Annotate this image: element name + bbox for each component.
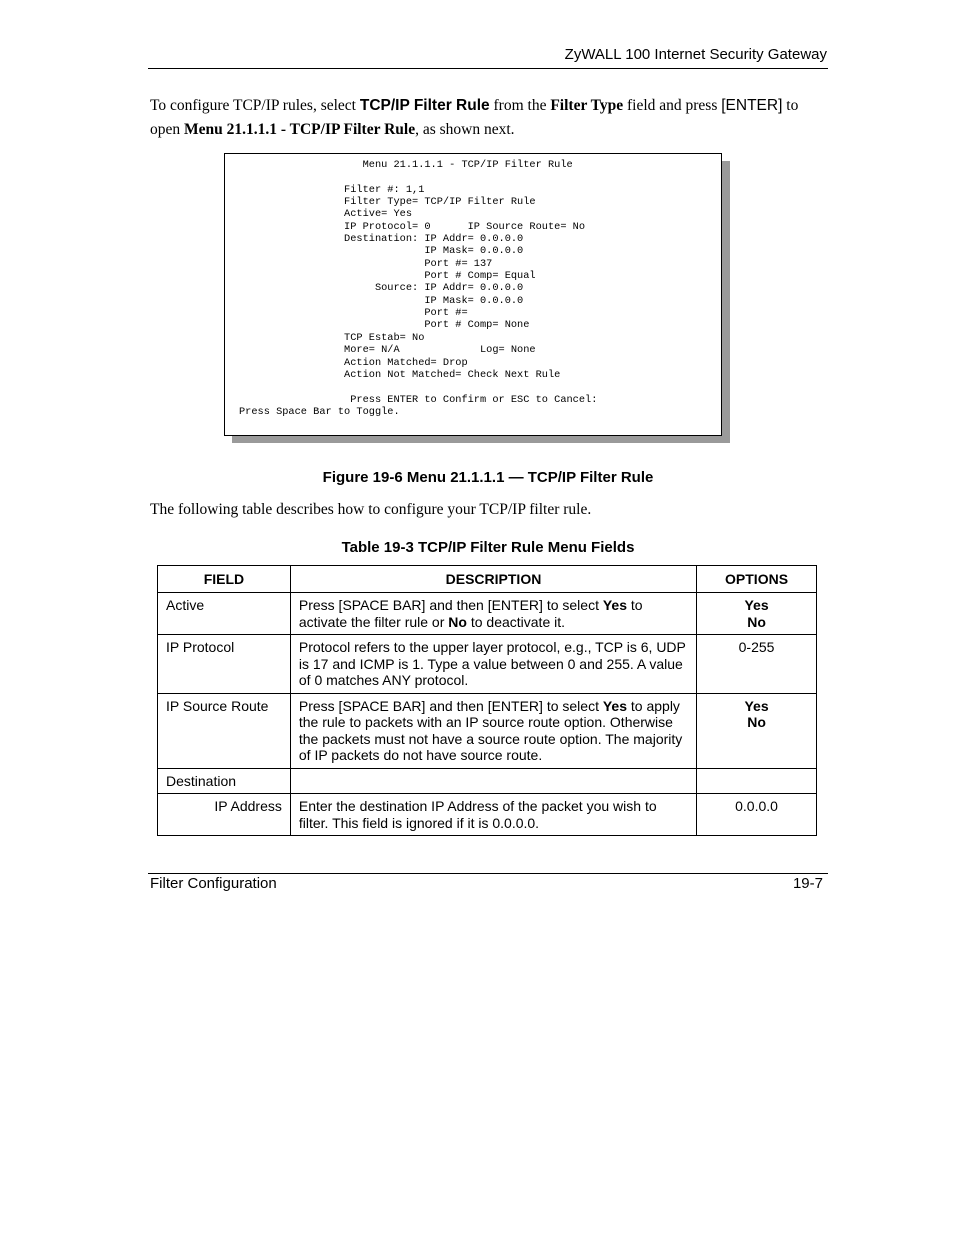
- options-cell: [697, 593, 817, 635]
- body-paragraph: The following table describes how to configure your TCP/IP filter rule.: [150, 501, 592, 518]
- desc-text: Press [SPACE BAR] and then [ENTER] to select: [298, 597, 603, 613]
- page-header-title: ZyWALL 100 Internet Security Gateway: [564, 46, 827, 63]
- filter-rule-fields-table: [157, 565, 817, 836]
- intro-text-1: To configure TCP/IP rules, select: [150, 97, 360, 114]
- footer-section-title: Filter Configuration: [150, 875, 277, 892]
- table-caption: Table 19-3 TCP/IP Filter Rule Menu Fields: [341, 539, 635, 556]
- options-cell: 0-255: [697, 635, 817, 694]
- desc-text: to apply the rule to packets with an IP source route option. Otherwise the packets must not have a source route option. The majority of IP packets do not have source route.: [298, 697, 683, 763]
- intro-paragraph: [150, 94, 822, 142]
- terminal-text: Menu 21.1.1.1 - TCP/IP Filter Rule Filter #: 1,1 Filter Type= TCP/IP Filter Rule Active= Yes IP Protocol= 0 IP Source Route= No Destination: IP Addr= 0.0.0.0 IP Mask= 0.0.0.0 Port #= 137 Port # Comp= Equal Source: IP Addr= 0.0.0.0 IP Mask= 0.0.0.0 Port #= Port # Comp= None TCP Estab= No More= N/A Log= None Action Matched= Drop Action Not Matched= Check Next Rule Press ENTER to Confirm or ESC to Cancel: Press Space Bar to Toggle.: [239, 159, 598, 418]
- terminal-screen: [224, 153, 722, 436]
- options-cell: [697, 693, 817, 768]
- options-cell: 0.0.0.0: [697, 794, 817, 836]
- desc-bold: Yes: [602, 597, 627, 613]
- table-header-row: [158, 566, 817, 593]
- description-cell: Enter the destination IP Address of the packet you wish to filter. This field is ignored if it is 0.0.0.0.: [290, 794, 696, 836]
- intro-bold-menu: Menu 21.1.1.1 - TCP/IP Filter Rule: [184, 121, 416, 138]
- table-row: [158, 768, 817, 794]
- desc-text: to deactivate it.: [466, 613, 566, 630]
- footer-page-number: 19-7: [792, 875, 823, 892]
- intro-enter-key: [ENTER]: [721, 97, 783, 114]
- desc-text: Press [SPACE BAR] and then [ENTER] to select: [298, 697, 603, 714]
- description-cell: Protocol refers to the upper layer protocol, e.g., TCP is 6, UDP is 17 and ICMP is 1. Type a value between 0 and 255. A value of 0 matches ANY protocol.: [290, 635, 696, 694]
- option-value: No: [747, 613, 766, 630]
- table-row: [158, 794, 817, 836]
- table-row: [158, 593, 817, 635]
- table-row: [158, 693, 817, 768]
- option-value: No: [747, 714, 766, 730]
- options-cell: [697, 768, 817, 794]
- field-cell: IP Address: [158, 794, 291, 836]
- description-cell: [290, 593, 696, 635]
- intro-text-2: from the: [489, 97, 551, 114]
- intro-text-5: , as shown next.: [415, 121, 515, 138]
- field-cell: IP Protocol: [158, 635, 291, 694]
- description-cell: [290, 693, 696, 768]
- figure-caption: Figure 19-6 Menu 21.1.1.1 — TCP/IP Filter Rule: [322, 469, 654, 486]
- table-row: [158, 635, 817, 694]
- option-value: Yes: [744, 697, 769, 714]
- header-field: FIELD: [158, 566, 291, 593]
- header-divider: [148, 68, 828, 69]
- header-description: DESCRIPTION: [290, 566, 696, 593]
- header-options: OPTIONS: [697, 566, 817, 593]
- option-value: Yes: [744, 597, 769, 613]
- intro-text-4: to open: [150, 97, 799, 138]
- intro-bold-filter-rule: TCP/IP Filter Rule: [359, 97, 490, 114]
- field-cell: Active: [158, 593, 291, 635]
- description-cell: [290, 768, 696, 794]
- desc-bold: No: [448, 613, 467, 630]
- field-cell: Destination: [158, 768, 291, 794]
- field-cell: IP Source Route: [158, 693, 291, 768]
- intro-text-3: field and press: [623, 97, 722, 114]
- desc-bold: Yes: [602, 697, 627, 714]
- desc-text: to activate the filter rule or: [298, 597, 643, 630]
- intro-bold-filter-type: Filter Type: [550, 97, 624, 114]
- footer-divider: [148, 873, 828, 874]
